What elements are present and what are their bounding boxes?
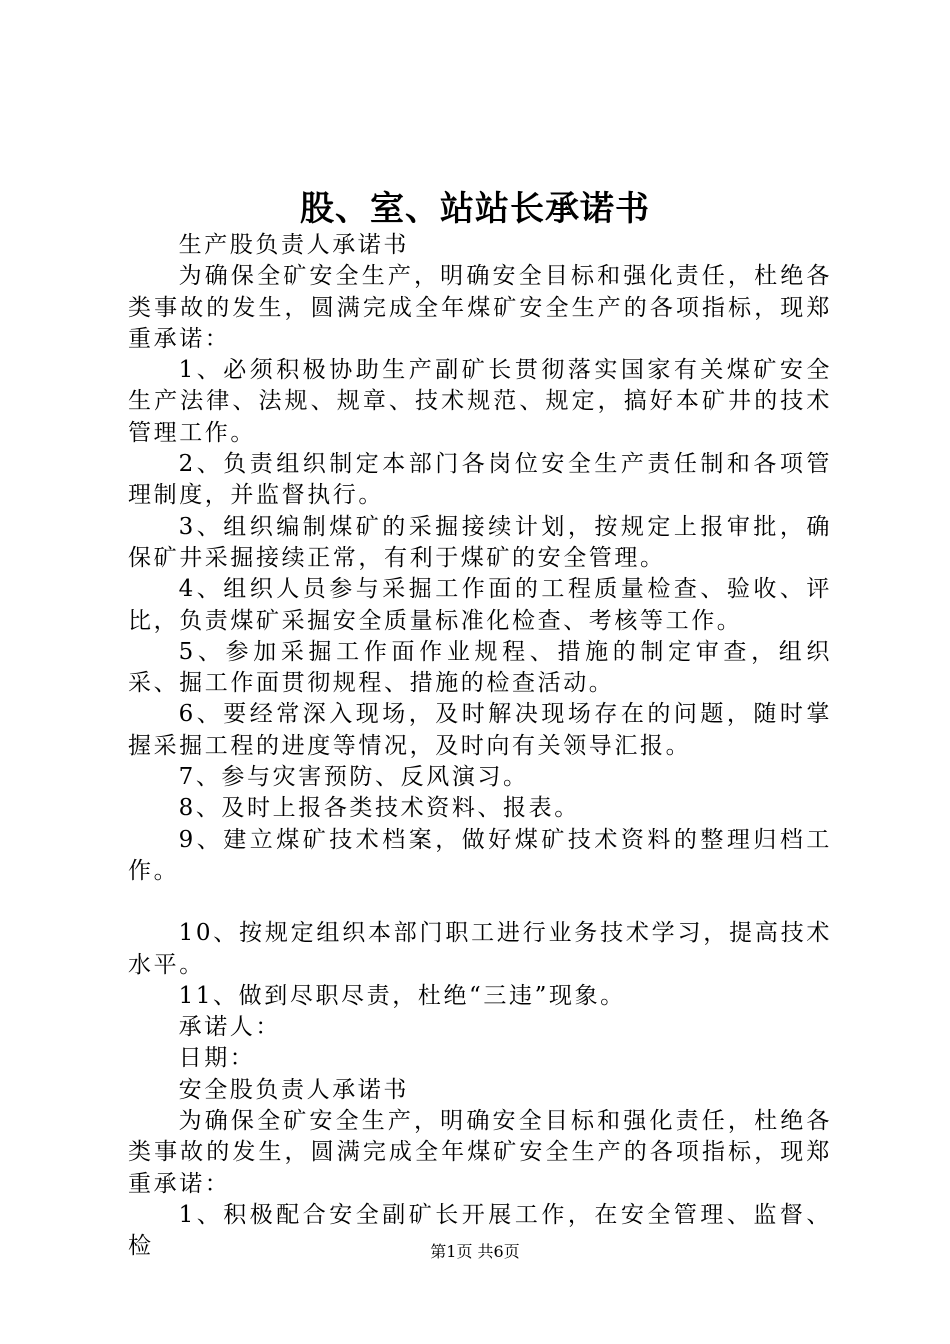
commitment-item-1: 1、必须积极协助生产副矿长贯彻落实国家有关煤矿安全生产法律、法规、规章、技术规范、规定，搞好本矿井的技术管理工作。 (128, 357, 832, 446)
commitment-item-11: 11、做到尽职尽责，杜绝“三违”现象。 (178, 982, 626, 1009)
commitment-item-10: 10、按规定组织本部门职工进行业务技术学习，提高技术水平。 (128, 920, 832, 978)
intro-paragraph-production: 为确保全矿安全生产，明确安全目标和强化责任，杜绝各类事故的发生，圆满完成全年煤矿安全生产的各项指标，现郑重承诺： (128, 263, 832, 352)
date-label: 日期： (178, 1045, 256, 1072)
document-title: 股、室、站站长承诺书 (300, 189, 650, 229)
section-heading-production: 生产股负责人承诺书 (178, 232, 409, 258)
commitment-item-4: 4、组织人员参与采掘工作面的工程质量检查、验收、评比，负责煤矿采掘安全质量标准化检查、考核等工作。 (128, 576, 832, 634)
page-footer: 第1页 共6页 (430, 1242, 520, 1261)
commitment-item-2: 2、负责组织制定本部门各岗位安全生产责任制和各项管理制度，并监督执行。 (128, 451, 832, 509)
commitment-item-9: 9、建立煤矿技术档案，做好煤矿技术资料的整理归档工作。 (128, 826, 832, 884)
safety-commitment-item-1: 1、积极配合安全副矿长开展工作，在安全管理、监督、检 (128, 1201, 832, 1260)
commitment-item-5: 5、参加采掘工作面作业规程、措施的制定审查，组织采、掘工作面贯彻规程、措施的检查活动。 (128, 638, 832, 697)
intro-paragraph-safety: 为确保全矿安全生产，明确安全目标和强化责任，杜绝各类事故的发生，圆满完成全年煤矿安全生产的各项指标，现郑重承诺： (128, 1108, 832, 1197)
commitment-item-7: 7、参与灾害预防、反风演习。 (178, 764, 529, 791)
commitment-item-6: 6、要经常深入现场，及时解决现场存在的问题，随时掌握采掘工程的进度等情况，及时向有关领导汇报。 (128, 701, 832, 759)
commitment-item-8: 8、及时上报各类技术资料、报表。 (178, 795, 580, 822)
paragraph-gap (128, 887, 832, 918)
commitment-item-3: 3、组织编制煤矿的采掘接续计划，按规定上报审批，确保矿井采掘接续正常，有利于煤矿的安全管理。 (128, 513, 832, 571)
document-body (128, 230, 832, 1263)
section-heading-safety: 安全股负责人承诺书 (178, 1076, 409, 1103)
signature-label: 承诺人： (178, 1014, 281, 1041)
